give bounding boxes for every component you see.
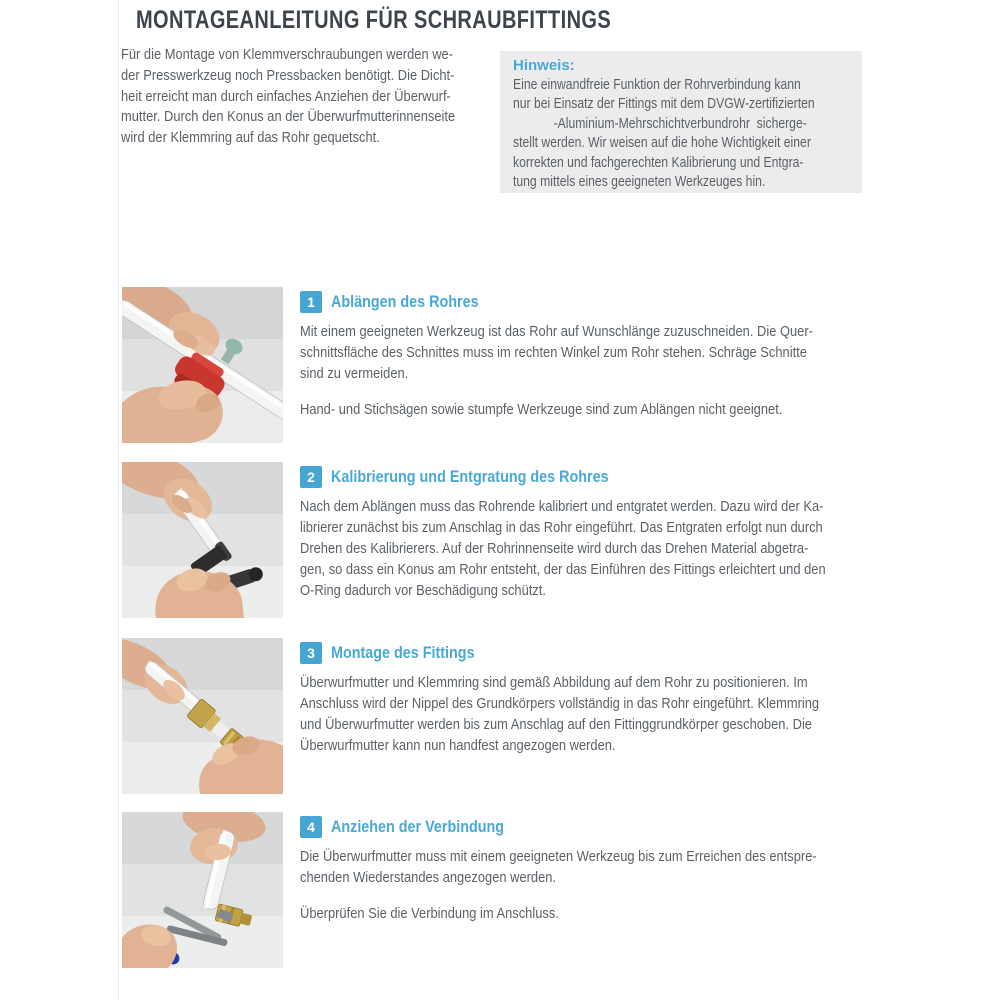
page-title: MONTAGEANLEITUNG FÜR SCHRAUBFITTINGS	[136, 6, 612, 34]
text-line: der Presswerkzeug noch Pressbacken benötigt. Die Dicht-	[121, 66, 455, 84]
text-line: Überprüfen Sie die Verbindung im Anschluss.	[300, 905, 559, 922]
text-line: heit erreicht man durch einfaches Anziehen der Überwurf-	[121, 87, 451, 105]
note-heading: Hinweis:	[513, 57, 575, 74]
step-4-header	[300, 816, 878, 838]
step-4-paragraph-2	[300, 903, 878, 924]
text-line: sind zu vermeiden.	[300, 365, 409, 382]
step-2-photo-calibrating	[122, 462, 283, 618]
text-line: librierer zunächst bis zum Anschlag in das Rohr eingeführt. Das Entgraten erfolgt nun durch	[300, 519, 823, 536]
text-line: -Aluminium-Mehrschichtverbundrohr sicherge-	[513, 115, 807, 132]
text-line: Die Überwurfmutter muss mit einem geeigneten Werkzeug bis zum Erreichen des entspre-	[300, 848, 817, 865]
text-line: O-Ring dadurch vor Beschädigung schützt.	[300, 582, 546, 599]
text-line: Überwurfmutter und Klemmring sind gemäß Abbildung auf dem Rohr zu positionieren. Im	[300, 674, 808, 691]
text-line: korrekten und fachgerechten Kalibrierung und Entgra-	[513, 154, 804, 171]
text-line: chenden Wiederstandes angezogen werden.	[300, 869, 557, 886]
step-4-title: Anziehen der Verbindung	[331, 817, 505, 836]
note-box	[500, 51, 862, 193]
step-3-paragraph-1	[300, 672, 878, 756]
step-1-ablaengen	[122, 287, 878, 447]
step-3-number-badge: 3	[300, 642, 322, 664]
page-left-border	[118, 0, 119, 1000]
step-2-number-badge: 2	[300, 466, 322, 488]
step-4-photo-tightening	[122, 812, 283, 968]
step-3-photo-fitting-assembly	[122, 638, 283, 794]
step-2-title: Kalibrierung und Entgratung des Rohres	[331, 467, 609, 486]
text-line: stellt werden. Wir weisen auf die hohe Wichtigkeit einer	[513, 135, 811, 152]
step-2-kalibrierung	[122, 462, 878, 622]
text-line: Für die Montage von Klemmverschraubungen werden we-	[121, 46, 453, 63]
step-3-title: Montage des Fittings	[331, 643, 475, 662]
tightening-connection-illustration	[122, 812, 283, 968]
text-line: Mit einem geeigneten Werkzeug ist das Rohr auf Wunschlänge zuzuschneiden. Die Quer-	[300, 323, 813, 340]
intro-paragraph	[121, 45, 501, 149]
step-4-content	[300, 816, 878, 939]
text-line: Überwurfmutter kann nun handfest angezogen werden.	[300, 737, 616, 754]
step-1-paragraph-1	[300, 321, 878, 384]
step-4-number-badge: 4	[300, 816, 322, 838]
step-3-content	[300, 642, 878, 771]
step-1-content	[300, 291, 878, 435]
step-4-paragraph-1	[300, 846, 878, 888]
pipe-calibrating-illustration	[122, 462, 283, 618]
text-line: Eine einwandfreie Funktion der Rohrverbindung kann	[513, 77, 801, 93]
text-line: Hand- und Stichsägen sowie stumpfe Werkzeuge sind zum Ablängen nicht geeignet.	[300, 401, 783, 418]
step-2-header	[300, 466, 878, 488]
text-line: Anschluss wird der Nippel des Grundkörpers vollständig in das Rohr eingeführt. Klemmring	[300, 695, 820, 712]
pipe-cutting-illustration	[122, 287, 283, 443]
step-2-content	[300, 466, 878, 616]
step-2-paragraph-1	[300, 496, 878, 601]
text-line: mutter. Durch den Konus an der Überwurfmutterinnenseite	[121, 108, 456, 126]
text-line: Drehen des Kalibrierers. Auf der Rohrinnenseite wird durch das Drehen Material abgetra-	[300, 540, 809, 557]
fitting-assembly-illustration	[122, 638, 283, 794]
note-body	[513, 76, 848, 192]
text-line: nur bei Einsatz der Fittings mit dem DVGW-zertifizierten	[513, 96, 815, 113]
step-3-montage	[122, 638, 878, 798]
text-line: tung mittels eines geeigneten Werkzeuges hin.	[513, 174, 766, 191]
text-line: wird der Klemmring auf das Rohr gequetscht.	[121, 129, 380, 147]
step-1-header	[300, 291, 878, 313]
step-3-header	[300, 642, 878, 664]
text-line: gen, so dass ein Konus am Rohr entsteht, der das Einführen des Fittings erleichtert und den	[300, 561, 826, 578]
step-1-photo-pipe-cutting	[122, 287, 283, 443]
step-4-anziehen	[122, 812, 878, 972]
text-line: schnittsfläche des Schnittes muss im rechten Winkel zum Rohr stehen. Schräge Schnitte	[300, 344, 807, 361]
step-1-paragraph-2	[300, 399, 878, 420]
text-line: Nach dem Ablängen muss das Rohrende kalibriert und entgratet werden. Dazu wird der Ka-	[300, 498, 824, 515]
step-1-title: Ablängen des Rohres	[331, 292, 479, 311]
text-line: und Überwurfmutter werden bis zum Anschlag auf den Fittinggrundkörper geschoben. Die	[300, 716, 812, 733]
step-1-number-badge: 1	[300, 291, 322, 313]
